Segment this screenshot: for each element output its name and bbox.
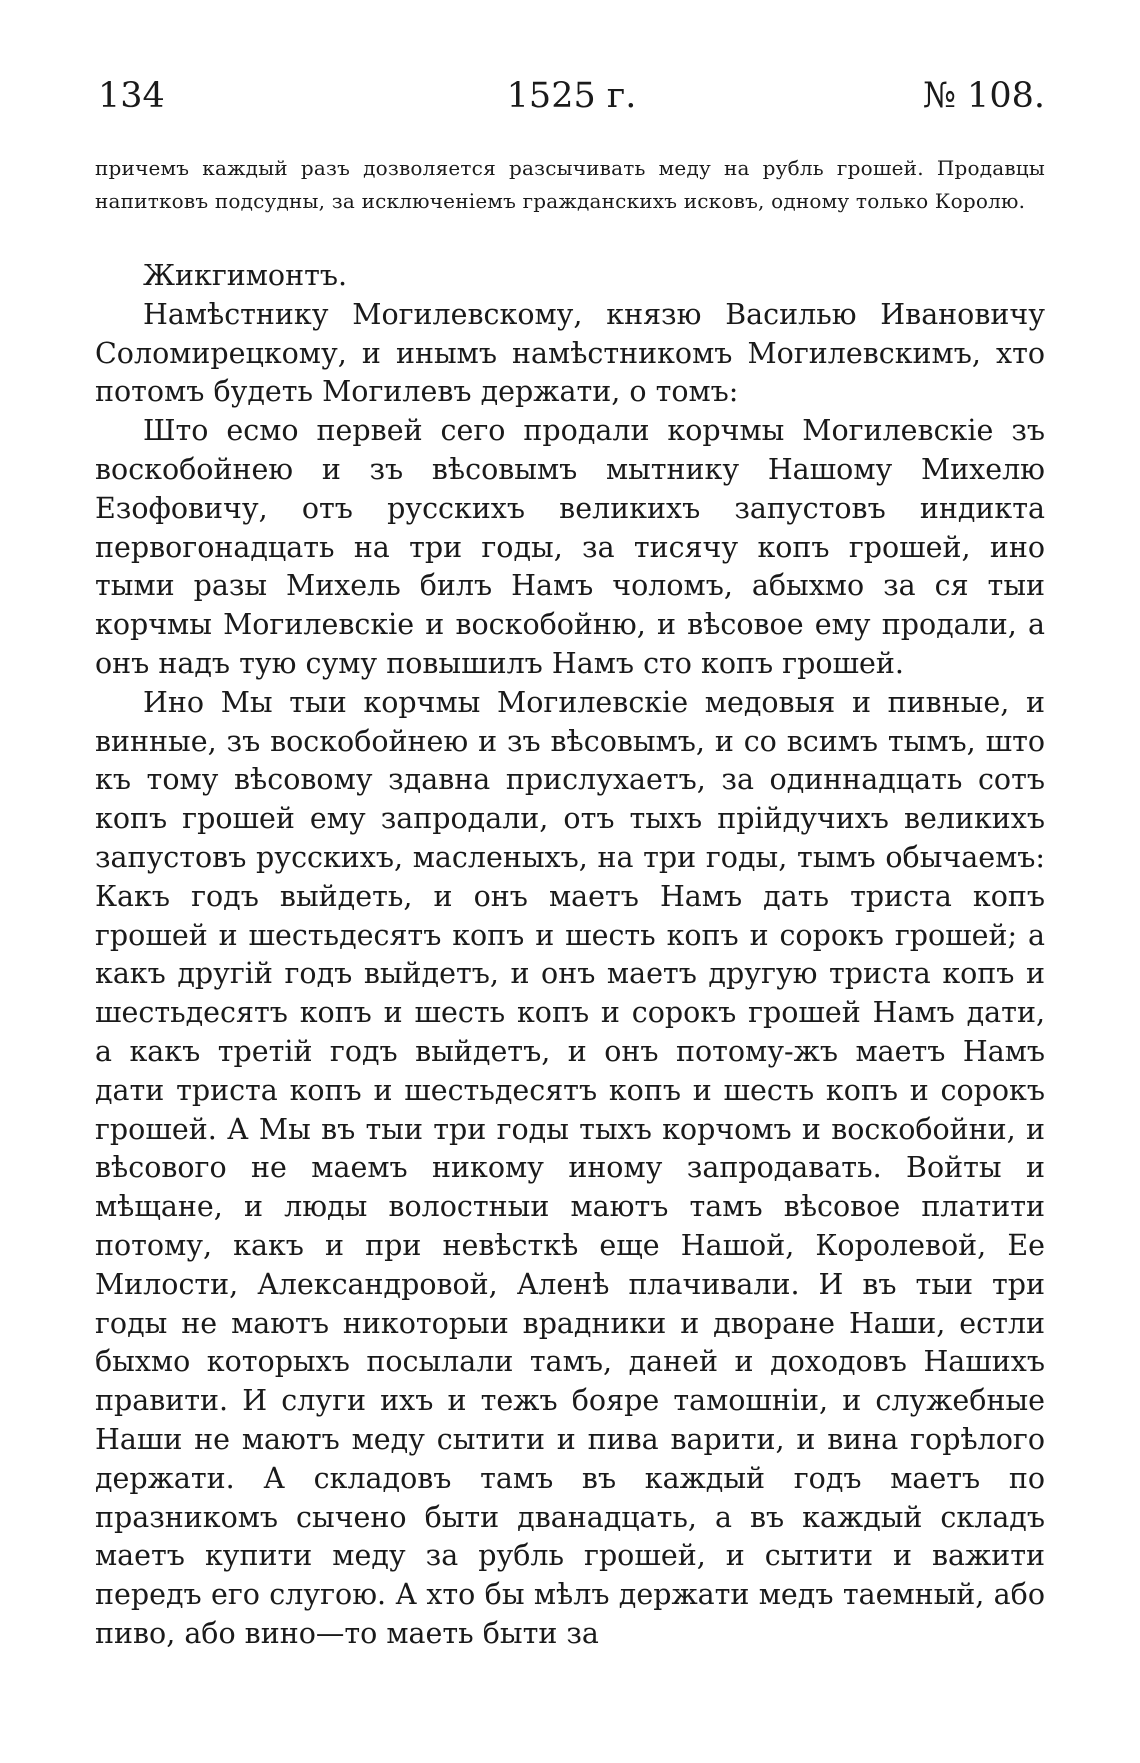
document-number: № 108. (922, 76, 1045, 116)
paragraph-terms: Ино Мы тыи корчмы Могилевскiе медовыя и пивные, и винные, зъ воскобойнею и зъ вѣсовымъ, и со всимъ тымъ, што къ тому вѣсовому здавна прислухаетъ, за одиннадцать сотъ копъ грошей ему запродали, отъ тыхъ прiйдучихъ великихъ запустовъ русскихъ, масленыхъ, на три годы, тымъ обычаемъ: Какъ годъ выйдеть, и онъ маетъ Намъ дать триста копъ грошей и шестьдесятъ копъ и шесть копъ и сорокъ грошей; а какъ другiй годъ выйдетъ, и онъ маетъ другую триста копъ и шестьдесятъ копъ и шесть копъ и сорокъ грошей Намъ дати, а какъ третiй годъ выйдетъ, и онъ потому-жъ маетъ Намъ дати триста копъ и шестьдесятъ копъ и шесть копъ и сорокъ грошей. А Мы въ тыи три годы тыхъ корчомъ и воскобойни, и вѣсового не маемъ никому иному запродавать. Войты и мѣщане, и люды волостныи маютъ тамъ вѣсовое платити потому, какъ и при невѣсткѣ еще Нашой, Королевой, Ее Милости, Александровой, Аленѣ плачивали. И въ тыи три годы не маютъ никоторыи врадники и дворане Наши, естли быхмо которыхъ посылали тамъ, даней и доходовъ Нашихъ правити. И слуги ихъ и тежъ бояре тамошнiи, и служебные Наши не маютъ меду сытити и пива варити, и вина горѣлого держати. А складовъ тамъ въ каждый годъ маетъ по празникомъ сычено быти дванадцать, а въ каждый складъ маетъ купити меду за рубль грошей, и сытити и важити передъ его слугою. А хто бы мѣлъ держати медъ таемный, або пиво, або вино—то маеть быти за (95, 685, 1045, 1650)
document-year: 1525 г. (506, 76, 637, 116)
paragraph-address: Намѣстнику Могилевскому, князю Василью Ивановичу Соломирецкому, и инымъ намѣстникомъ Могилевскимъ, хто потомъ будеть Могилевъ держати, о томъ: (95, 297, 1045, 409)
document-body (95, 257, 1045, 1654)
document-summary (95, 152, 1045, 218)
paragraph-previous-sale: Што есмо первей сего продали корчмы Могилевскiе зъ воскобойнею и зъ вѣсовымъ мытнику Нашому Михелю Езофовичу, отъ русскихъ великихъ запустовъ индикта первогонадцать на три годы, за тисячу копъ грошей, ино тыми разы Михель билъ Намъ чоломъ, абыхмо за ся тыи корчмы Могилевскiе и воскобойню, и вѣсовое ему продали, а онъ надъ тую суму повышилъ Намъ сто копъ грошей. (95, 414, 1045, 680)
page-header (98, 72, 1045, 120)
summary-text: причемъ каждый разъ дозволяется разсычивать меду на рубль грошей. Продавцы напитковъ подсудны, за исключенiемъ гражданскихъ исковъ, одному только Королю. (95, 156, 1045, 213)
page-number: 134 (98, 76, 165, 116)
signature: Жикгимонтъ. (143, 259, 348, 292)
